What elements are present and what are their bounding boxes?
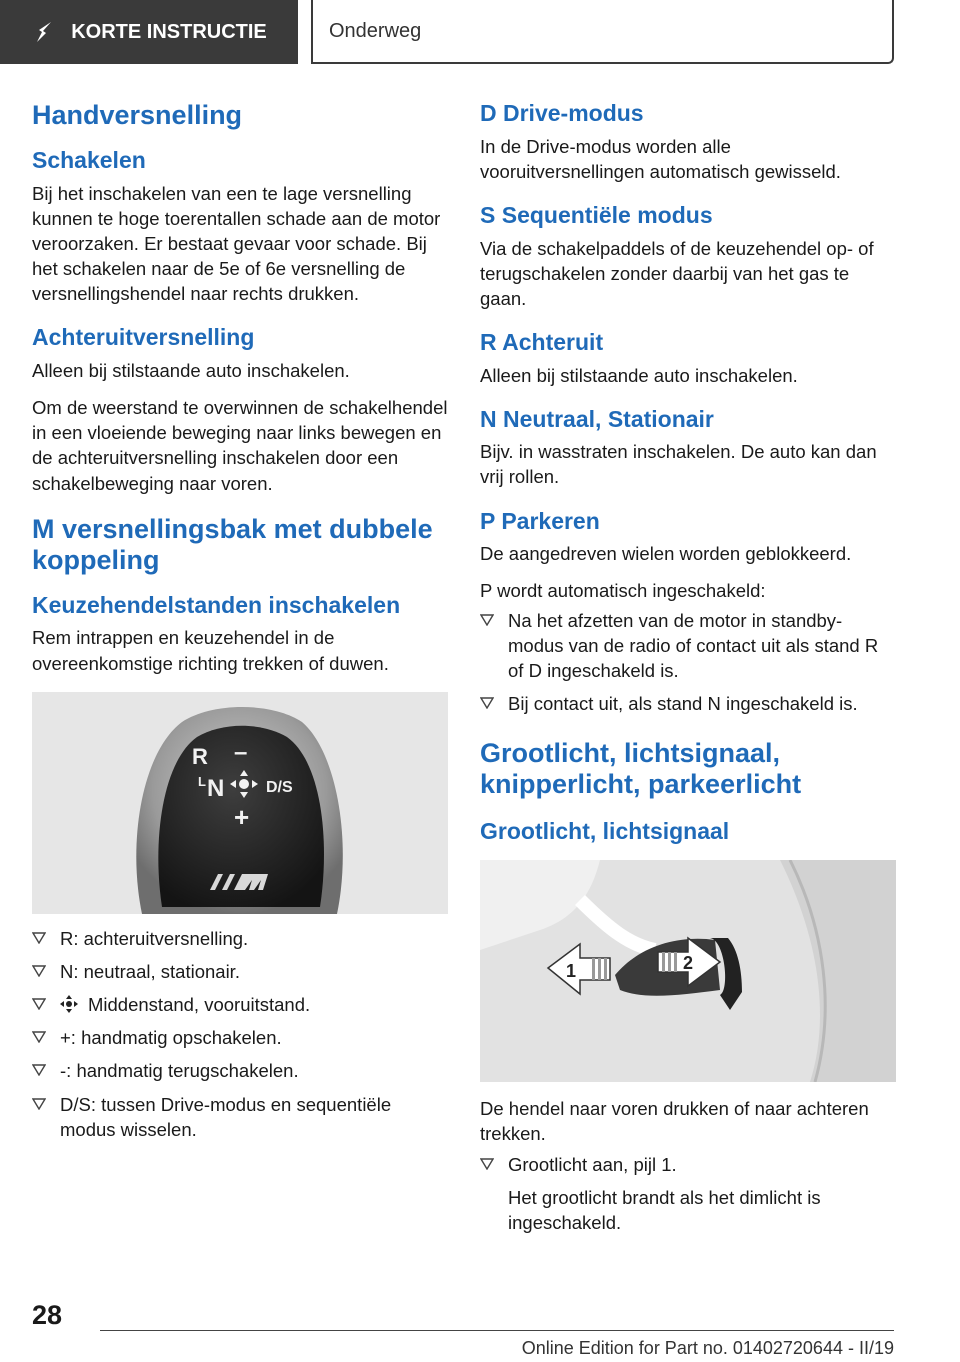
heading-schakelen: Schakelen xyxy=(32,147,146,174)
chapter-tab-label: Onderweg xyxy=(329,19,422,42)
lever-illustration xyxy=(480,860,896,1082)
heading-drive-modus: D Drive-modus xyxy=(480,100,644,126)
list-item-subtext: Het grootlicht brandt als het dimlicht is ingeschakeld. xyxy=(508,1187,821,1234)
heading-grootlicht-lichtsignaal: Grootlicht, lichtsignaal xyxy=(480,818,730,845)
list-item xyxy=(32,959,448,984)
paragraph-achteruit: Alleen bij stilstaande auto inschakelen. xyxy=(480,364,798,386)
paragraph-parkeren-2: P wordt automatisch ingeschakeld: xyxy=(480,580,766,602)
right-column xyxy=(480,100,896,1244)
heading-neutraal: N Neutraal, Stationair xyxy=(480,405,714,432)
paragraph-parkeren-1: De aangedreven wielen worden geblokkeerd. xyxy=(480,543,852,565)
chapter-tab[interactable] xyxy=(311,0,894,64)
bullet-triangle-icon xyxy=(32,1092,60,1142)
list-item-text: +: handmatig opschakelen. xyxy=(60,1027,282,1049)
list-item-text: D/S: tussen Drive-modus en sequentiële modus wisselen. xyxy=(60,1093,392,1140)
gear-knob-illustration xyxy=(32,692,448,914)
footer-divider xyxy=(100,1330,894,1331)
list-item-text: Bij contact uit, als stand N ingeschakeld is. xyxy=(508,693,858,714)
quick-reference-icon xyxy=(31,19,57,45)
paragraph-keuzehendel: Rem intrappen en keuzehendel in de overeenkomstige richting trekken of duwen. xyxy=(32,627,389,674)
list-item xyxy=(32,926,448,951)
parking-list xyxy=(480,608,896,717)
gear-selector-figure xyxy=(32,692,448,914)
heading-achteruitversnelling: Achteruitversnelling xyxy=(32,324,255,351)
bullet-triangle-icon xyxy=(480,691,508,716)
paragraph-drive: In de Drive-modus worden alle vooruitversnellingen automatisch gewisseld. xyxy=(480,135,841,182)
knob-label-r: R xyxy=(192,743,208,769)
bullet-triangle-icon xyxy=(32,1025,60,1050)
knob-label-ds: D/S xyxy=(266,778,293,796)
bullet-triangle-icon xyxy=(480,1152,508,1177)
list-item xyxy=(480,1152,896,1177)
heading-keuzehendelstanden: Keuzehendelstanden inschakelen xyxy=(32,591,401,618)
footer-edition: Online Edition for Part no. 01402720644 - II/19 xyxy=(521,1338,894,1358)
middle-position-icon xyxy=(60,995,78,1013)
list-item xyxy=(32,1058,448,1083)
paragraph-sequentieel: Via de schakelpaddels of de keuzehendel op- of terugschakelen zonder daarbij van het gas te gaan. xyxy=(480,237,874,309)
list-item-text: -: handmatig terugschakelen. xyxy=(60,1060,299,1082)
turn-signal-lever-figure xyxy=(480,860,896,1082)
heading-parkeren: P Parkeren xyxy=(480,507,600,534)
heading-achteruit: R Achteruit xyxy=(480,328,604,355)
left-column xyxy=(32,100,448,1150)
paragraph-hendel: De hendel naar voren drukken of naar achteren trekken. xyxy=(480,1097,869,1144)
list-item-text: Grootlicht aan, pijl 1. xyxy=(508,1154,677,1176)
list-item xyxy=(480,608,896,683)
list-item xyxy=(32,992,448,1017)
paragraph-achteruit-2: Om de weerstand te overwinnen de schakelhendel in een vloeiende beweging naar links bewegen en de achteruitversnelling inschakelen door een schakelbeweging naar voren. xyxy=(32,397,448,494)
gear-position-list xyxy=(32,926,448,1142)
list-item-text: R: achteruitversnelling. xyxy=(60,927,249,949)
bullet-triangle-icon xyxy=(480,608,508,683)
list-item-text: Na het afzetten van de motor in standby-modus van de radio of contact uit als stand R of D ingeschakeld is. xyxy=(508,609,879,681)
bullet-triangle-icon xyxy=(32,959,60,984)
list-item xyxy=(480,691,896,716)
section-tab[interactable] xyxy=(0,0,298,64)
list-item xyxy=(32,1092,448,1142)
arrow-two-label: 2 xyxy=(683,952,694,973)
arrow-one-label: 1 xyxy=(566,960,577,981)
knob-label-minus: – xyxy=(234,738,248,766)
bullet-triangle-icon xyxy=(32,1058,60,1083)
list-item-text: Middenstand, vooruitstand. xyxy=(88,994,311,1016)
knob-label-plus: + xyxy=(234,801,250,832)
paragraph-neutraal: Bijv. in wasstraten inschakelen. De auto kan dan vrij rollen. xyxy=(480,441,877,488)
heading-m-versnellingsbak: M versnellingsbak met dubbele koppeling xyxy=(32,513,433,575)
section-tab-label: KORTE INSTRUCTIE xyxy=(71,20,267,43)
knob-label-n: N xyxy=(207,774,225,802)
heading-handversnelling: Handversnelling xyxy=(32,100,243,130)
grootlicht-list xyxy=(480,1152,896,1177)
page-number: 28 xyxy=(32,1300,63,1330)
knob-label-l: L xyxy=(198,773,206,789)
bullet-triangle-icon xyxy=(32,926,60,951)
paragraph-schakelen: Bij het inschakelen van een te lage versnelling kunnen te hoge toerentallen schade aan de motor veroorzaken. Er bestaat gevaar voor schade. Bij het schakelen naar de 5e of 6e versnelling de versnellingshendel naar rechts drukken. xyxy=(32,182,441,305)
list-item-text: N: neutraal, stationair. xyxy=(60,960,240,982)
bullet-triangle-icon xyxy=(32,992,60,1017)
list-item xyxy=(32,1025,448,1050)
paragraph-achteruit-1: Alleen bij stilstaande auto inschakelen. xyxy=(32,360,350,382)
heading-sequentiele-modus: S Sequentiële modus xyxy=(480,201,713,228)
heading-grootlicht: Grootlicht, lichtsignaal, knipperlicht, parkeerlicht xyxy=(480,738,802,800)
